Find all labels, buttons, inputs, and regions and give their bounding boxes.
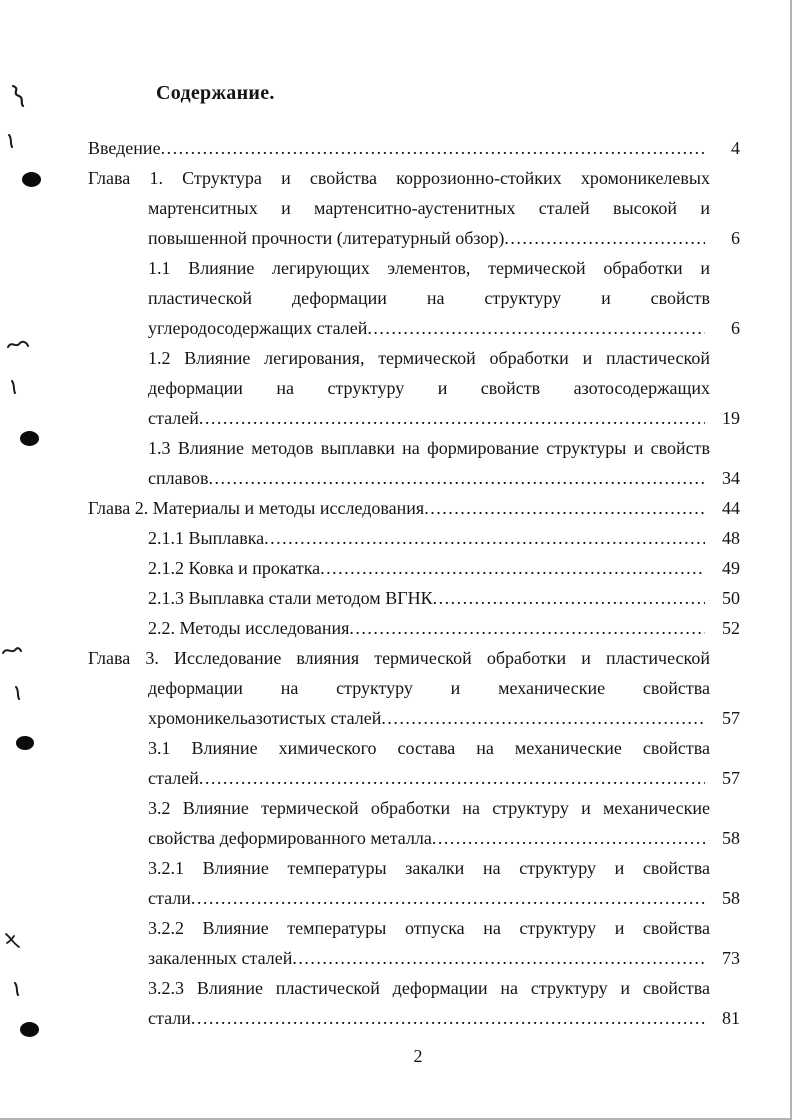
toc-page-number: 58 [722,888,740,908]
toc-line: 3.2.1 Влияние температуры закалки на структуру и свойства [148,858,710,878]
dot-leader [320,553,705,583]
dot-leader [367,313,705,343]
scan-squiggle-artifact [9,84,27,108]
toc-page-number: 48 [722,528,740,548]
toc-entry [88,493,740,523]
toc-line: Глава 3. Исследование влияния термической обработки и пластической [88,648,710,668]
toc-entry-text: Глава 2. Материалы и методы исследования [88,498,425,518]
toc-entry-text: 2.1.3 Выплавка стали методом ВГНК [148,588,433,608]
toc-page-number: 6 [731,318,740,338]
toc-line: деформации на структуру и свойств азотосодержащих [148,378,710,398]
dot-leader [504,223,705,253]
toc-page-number: 44 [722,498,740,518]
toc-line [148,223,740,253]
dot-leader [292,943,705,973]
scan-ink-blot [20,431,39,446]
scan-squiggle-artifact [4,932,22,950]
toc-entry-text: 2.1.2 Ковка и прокатка [148,558,321,578]
toc-entry-text: Введение [88,138,161,158]
toc-line: пластической деформации на структуру и свойств [148,288,710,308]
toc-entry [88,733,740,793]
dot-leader [191,1003,705,1033]
toc-entry [88,553,740,583]
dot-leader [161,133,705,163]
toc-line: Глава 1. Структура и свойства коррозионно-стойких хромоникелевых [88,168,710,188]
toc-line [148,943,740,973]
toc-entry-text: повышенной прочности (литературный обзор) [148,228,505,248]
toc-page-number: 58 [722,828,740,848]
scan-tick-artifact [9,380,19,394]
toc-line [148,763,740,793]
scan-ink-blot [16,736,34,750]
toc-entry [88,793,740,853]
toc-line: 3.2 Влияние термической обработки на структуру и механические [148,798,710,818]
dot-leader [199,763,705,793]
toc-entry [88,343,740,433]
toc-line [88,133,740,163]
toc-page-number: 81 [722,1008,740,1028]
toc-entry [88,973,740,1033]
toc-entry-text: хромоникельазотистых сталей [148,708,382,728]
toc-page-number: 57 [722,768,740,788]
toc-entry-text: стали [148,888,191,908]
toc-page-number: 50 [722,588,740,608]
toc-entry-text: свойства деформированного металла [148,828,432,848]
dot-leader [381,703,705,733]
toc-page-number: 4 [731,138,740,158]
toc-page-number: 6 [731,228,740,248]
toc-entry [88,163,740,253]
toc-line [148,883,740,913]
dot-leader [424,493,705,523]
toc-entry [88,433,740,493]
toc-content [88,80,740,1033]
toc-entry [88,583,740,613]
toc-entry-text: 2.1.1 Выплавка [148,528,265,548]
toc-page-number: 49 [722,558,740,578]
toc-entry-text: стали [148,1008,191,1028]
dot-leader [199,403,705,433]
scan-ink-blot [20,1022,39,1037]
toc-line [148,553,740,583]
toc-line [148,823,740,853]
toc-line: деформации на структуру и механические свойства [148,678,710,698]
toc-line [88,493,740,523]
toc-line [148,583,740,613]
scan-tick-artifact [12,982,22,996]
page-number-footer: 2 [413,1046,423,1066]
toc-line [148,1003,740,1033]
scan-tick-artifact [13,686,23,700]
dot-leader [264,523,705,553]
toc-line [148,313,740,343]
toc-entry [88,913,740,973]
toc-page-number: 19 [722,408,740,428]
toc-page-number: 52 [722,618,740,638]
toc-line [148,703,740,733]
toc-page-number: 73 [722,948,740,968]
toc-line [148,613,740,643]
toc-entry-text: сплавов [148,468,209,488]
dot-leader [191,883,705,913]
toc-line [148,403,740,433]
toc-entry [88,133,740,163]
toc-page-number: 57 [722,708,740,728]
toc-line: 3.1 Влияние химического состава на механические свойства [148,738,710,758]
toc-entry-text: закаленных сталей [148,948,293,968]
toc-entry [88,523,740,553]
toc-entry-text: сталей [148,408,199,428]
dot-leader [432,823,705,853]
toc-entry-text: сталей [148,768,199,788]
toc-line [148,523,740,553]
toc-line: 3.2.3 Влияние пластической деформации на структуру и свойства [148,978,710,998]
toc-entry [88,853,740,913]
toc-entry [88,253,740,343]
scan-squiggle-artifact [7,338,29,352]
dot-leader [433,583,705,613]
toc-line: 1.2 Влияние легирования, термической обработки и пластической [148,348,710,368]
toc-line: 1.3 Влияние методов выплавки на формирование структуры и свойств [148,438,710,458]
scan-ink-blot [22,172,41,187]
toc-line: 1.1 Влияние легирующих элементов, термической обработки и [148,258,710,278]
toc-title: Содержание. [156,82,275,104]
toc-entry [88,643,740,733]
toc-line: мартенситных и мартенситно-аустенитных сталей высокой и [148,198,710,218]
toc-entry [88,613,740,643]
scan-squiggle-artifact [2,645,22,657]
scan-tick-artifact [6,134,16,148]
toc-entry-text: 2.2. Методы исследования [148,618,350,638]
toc-entry-text: углеродосодержащих сталей [148,318,368,338]
toc-line [148,463,740,493]
dot-leader [208,463,705,493]
toc-page-number: 34 [722,468,740,488]
dot-leader [349,613,705,643]
toc-line: 3.2.2 Влияние температуры отпуска на структуру и свойства [148,918,710,938]
